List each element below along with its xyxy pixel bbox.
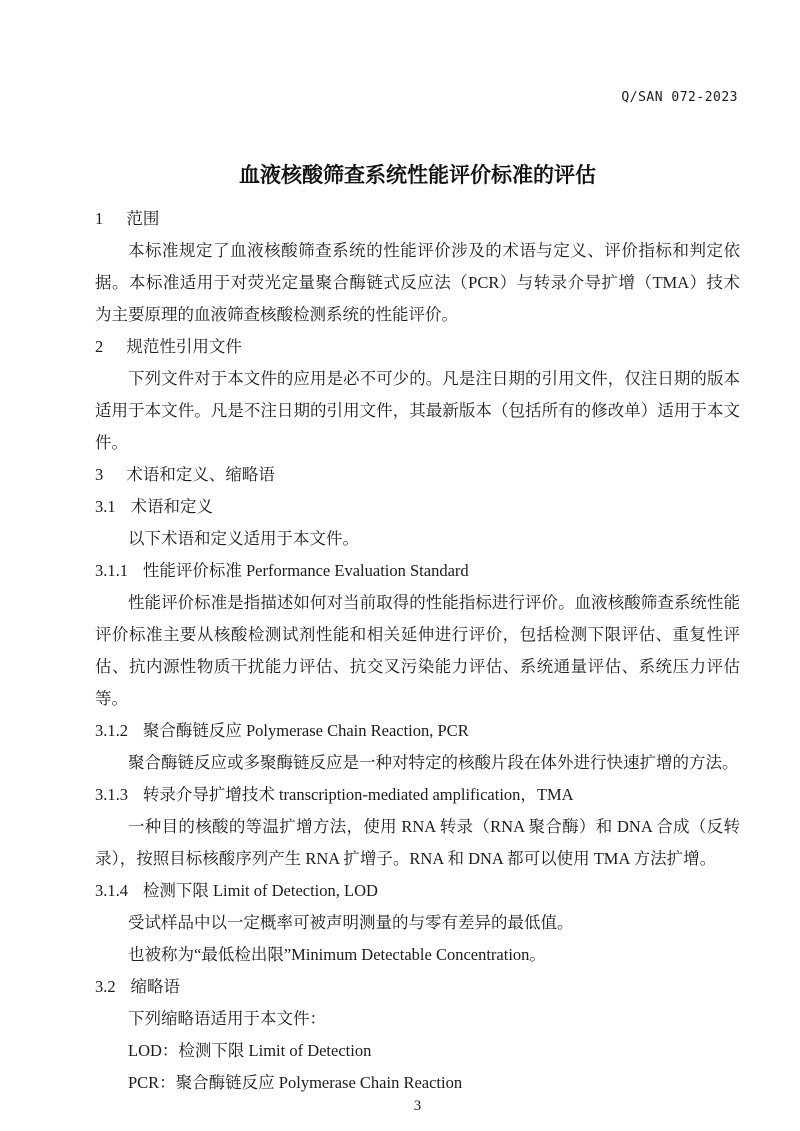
clause-title: 检测下限 Limit of Detection, LOD [142,881,378,900]
clause-title: 术语和定义、缩略语 [126,465,275,484]
heading-performance-evaluation-standard [95,555,740,587]
heading-abbreviations [95,971,740,1003]
doc-footer [95,1096,740,1116]
doc-header [621,90,738,105]
clause-number: 1 [95,209,104,228]
para-abbreviations-intro: 下列缩略语适用于本文件： [128,1009,326,1028]
clause-title: 范围 [126,209,160,228]
heading-terms-definitions [95,491,740,523]
clause-number: 3 [95,465,104,484]
para-normative-references: 下列文件对于本文件的应用是必不可少的。凡是注日期的引用文件，仅注日期的版本适用于本文件。凡是不注日期的引用文件，其最新版本（包括所有的修改单）适用于本文件。 [95,369,740,452]
para-lod-note: 也被称为“最低检出限”Minimum Detectable Concentration。 [128,945,546,964]
clause-number: 3.1 [95,497,116,516]
doc-number: Q/SAN 072-2023 [621,90,738,105]
clause-title: 术语和定义 [130,497,213,516]
para-tma-definition: 一种目的核酸的等温扩增方法，使用 RNA 转录（RNA 聚合酶）和 DNA 合成（反转录），按照目标核酸序列产生 RNA 扩增子。RNA 和 DNA 都可以使用 TMA 方法扩增。 [95,817,740,868]
para-performance-evaluation-standard: 性能评价标准是指描述如何对当前取得的性能指标进行评价。血液核酸筛查系统性能评价标准主要从核酸检测试剂性能和相关延伸进行评价，包括检测下限评估、重复性评估、抗内源性物质干扰能力评估、抗交叉污染能力评估、系统通量评估、系统压力评估等。 [95,593,740,708]
clause-number: 2 [95,337,104,356]
clause-title: 转录介导扩增技术 transcription-mediated amplification，TMA [142,785,574,804]
heading-scope [95,203,740,235]
clause-number: 3.1.1 [95,561,128,580]
heading-tma [95,779,740,811]
abbr-item-lod: LOD：检测下限 Limit of Detection [128,1041,372,1060]
heading-terms-definitions-abbreviations [95,459,740,491]
heading-pcr [95,715,740,747]
clause-number: 3.2 [95,977,116,996]
para-scope: 本标准规定了血液核酸筛查系统的性能评价涉及的术语与定义、评价指标和判定依据。本标准适用于对荧光定量聚合酶链式反应法（PCR）与转录介导扩增（TMA）技术为主要原理的血液筛查核酸检测系统的性能评价。 [95,241,740,324]
clause-title: 缩略语 [130,977,180,996]
abbr-item-pcr: PCR：聚合酶链反应 Polymerase Chain Reaction [128,1073,463,1092]
para-pcr-definition: 聚合酶链反应或多聚酶链反应是一种对特定的核酸片段在体外进行快速扩增的方法。 [128,753,739,772]
clause-number: 3.1.3 [95,785,128,804]
clause-title: 聚合酶链反应 Polymerase Chain Reaction, PCR [142,721,469,740]
heading-normative-references [95,331,740,363]
heading-lod [95,875,740,907]
para-terms-intro: 以下术语和定义适用于本文件。 [128,529,359,548]
para-lod-definition: 受试样品中以一定概率可被声明测量的与零有差异的最低值。 [128,913,574,932]
clause-number: 3.1.2 [95,721,128,740]
document-body [95,203,740,1099]
clause-title: 规范性引用文件 [126,337,242,356]
clause-number: 3.1.4 [95,881,128,900]
document-title: 血液核酸筛查系统性能评价标准的评估 [239,163,596,187]
clause-title: 性能评价标准 Performance Evaluation Standard [142,561,469,580]
page-number: 3 [413,1098,422,1114]
